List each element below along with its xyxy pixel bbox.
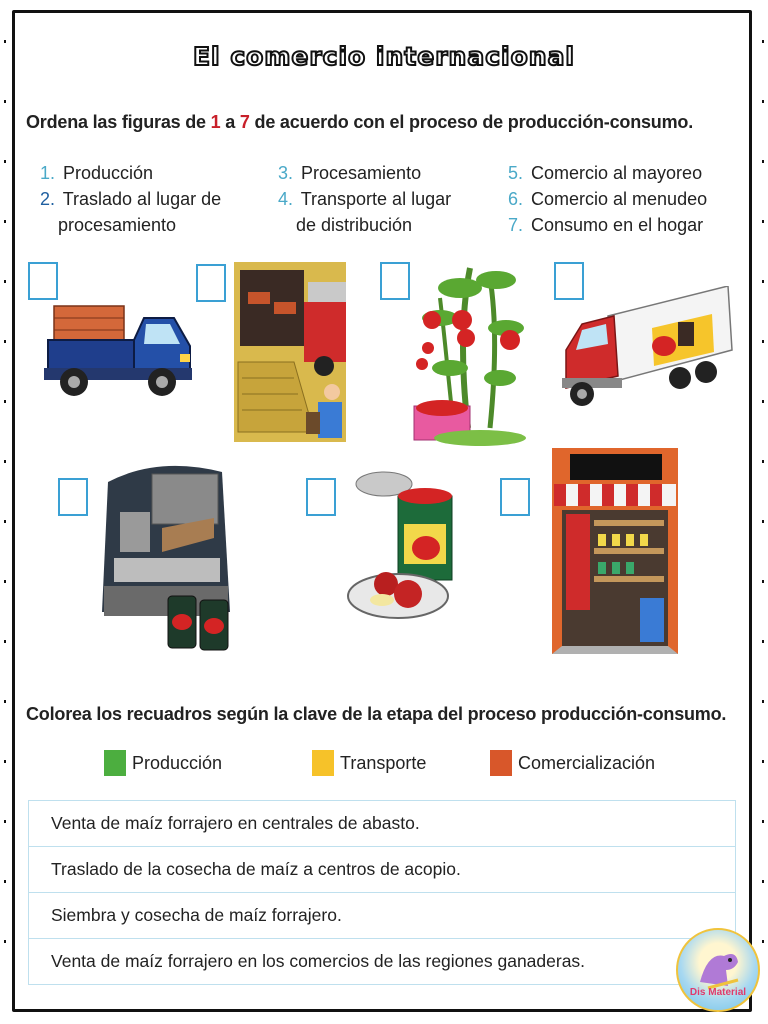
step-item: 7. Consumo en el hogar bbox=[508, 215, 704, 235]
pickup-truck-with-crates-icon bbox=[44, 296, 194, 411]
row-text: Siembra y cosecha de maíz forrajero. bbox=[51, 905, 342, 925]
legend-commerce bbox=[490, 750, 655, 776]
step-item: 2. Traslado al lugar de bbox=[40, 189, 222, 209]
steps-column-2 bbox=[278, 160, 451, 238]
legend-swatch-orange bbox=[490, 750, 512, 776]
instruction-text: a bbox=[220, 112, 240, 132]
row-text: Venta de maíz forrajero en los comercios de las regiones ganaderas. bbox=[51, 951, 586, 971]
tomato-plant-icon bbox=[410, 258, 528, 448]
legend-label: Transporte bbox=[340, 752, 427, 773]
step-item-continued: de distribución bbox=[296, 215, 413, 235]
instruction-text: Ordena las figuras de bbox=[26, 112, 211, 132]
steps-column-1 bbox=[40, 160, 221, 238]
steps-column-3 bbox=[508, 160, 707, 238]
instruction-color: Colorea los recuadros según la clave de la etapa del proceso producción-consumo. bbox=[26, 704, 727, 724]
table-row[interactable] bbox=[28, 893, 736, 939]
instruction-number-7: 7 bbox=[239, 112, 250, 132]
table-row[interactable] bbox=[28, 847, 736, 893]
row-text: Traslado de la cosecha de maíz a centros de acopio. bbox=[51, 859, 461, 879]
publisher-logo bbox=[676, 928, 760, 1012]
legend-swatch-yellow bbox=[312, 750, 334, 776]
legend-production bbox=[104, 750, 222, 776]
step-item: 6. Comercio al menudeo bbox=[508, 189, 708, 209]
step-item: 4. Transporte al lugar bbox=[278, 189, 452, 209]
warehouse-loading-dock-icon bbox=[234, 262, 346, 442]
answer-box-3[interactable] bbox=[380, 262, 410, 300]
table-row[interactable] bbox=[28, 939, 736, 985]
page-title: El comercio internacional bbox=[192, 42, 576, 71]
coloring-table bbox=[28, 800, 736, 985]
step-item: 5. Comercio al mayoreo bbox=[508, 163, 703, 183]
logo-text: Dis Material bbox=[689, 987, 747, 998]
border-dashes-right bbox=[762, 40, 764, 1000]
dinosaur-icon bbox=[678, 930, 758, 1010]
answer-box-2[interactable] bbox=[196, 264, 226, 302]
answer-box-5[interactable] bbox=[58, 478, 88, 516]
answer-box-1[interactable] bbox=[28, 262, 58, 300]
legend-label: Producción bbox=[132, 752, 223, 773]
cannery-factory-icon bbox=[98, 462, 232, 656]
row-text: Venta de maíz forrajero en centrales de abasto. bbox=[51, 813, 420, 833]
legend-label: Comercialización bbox=[518, 752, 656, 773]
legend-transport bbox=[312, 750, 426, 776]
border-dashes-left bbox=[4, 40, 6, 1000]
answer-box-6[interactable] bbox=[306, 478, 336, 516]
answer-box-7[interactable] bbox=[500, 478, 530, 516]
instruction-number-1: 1 bbox=[210, 112, 221, 132]
canned-tomatoes-dish-icon bbox=[346, 466, 460, 624]
step-item-continued: procesamiento bbox=[58, 215, 177, 235]
semi-truck-icon bbox=[560, 286, 734, 410]
instruction-order bbox=[26, 112, 693, 133]
step-item: 3. Procesamiento bbox=[278, 163, 422, 183]
instruction-text: de acuerdo con el proceso de producción-consumo. bbox=[249, 112, 693, 132]
table-row[interactable] bbox=[28, 801, 736, 847]
legend-swatch-green bbox=[104, 750, 126, 776]
corner-store-icon bbox=[552, 448, 678, 654]
step-item: 1. Producción bbox=[40, 163, 154, 183]
